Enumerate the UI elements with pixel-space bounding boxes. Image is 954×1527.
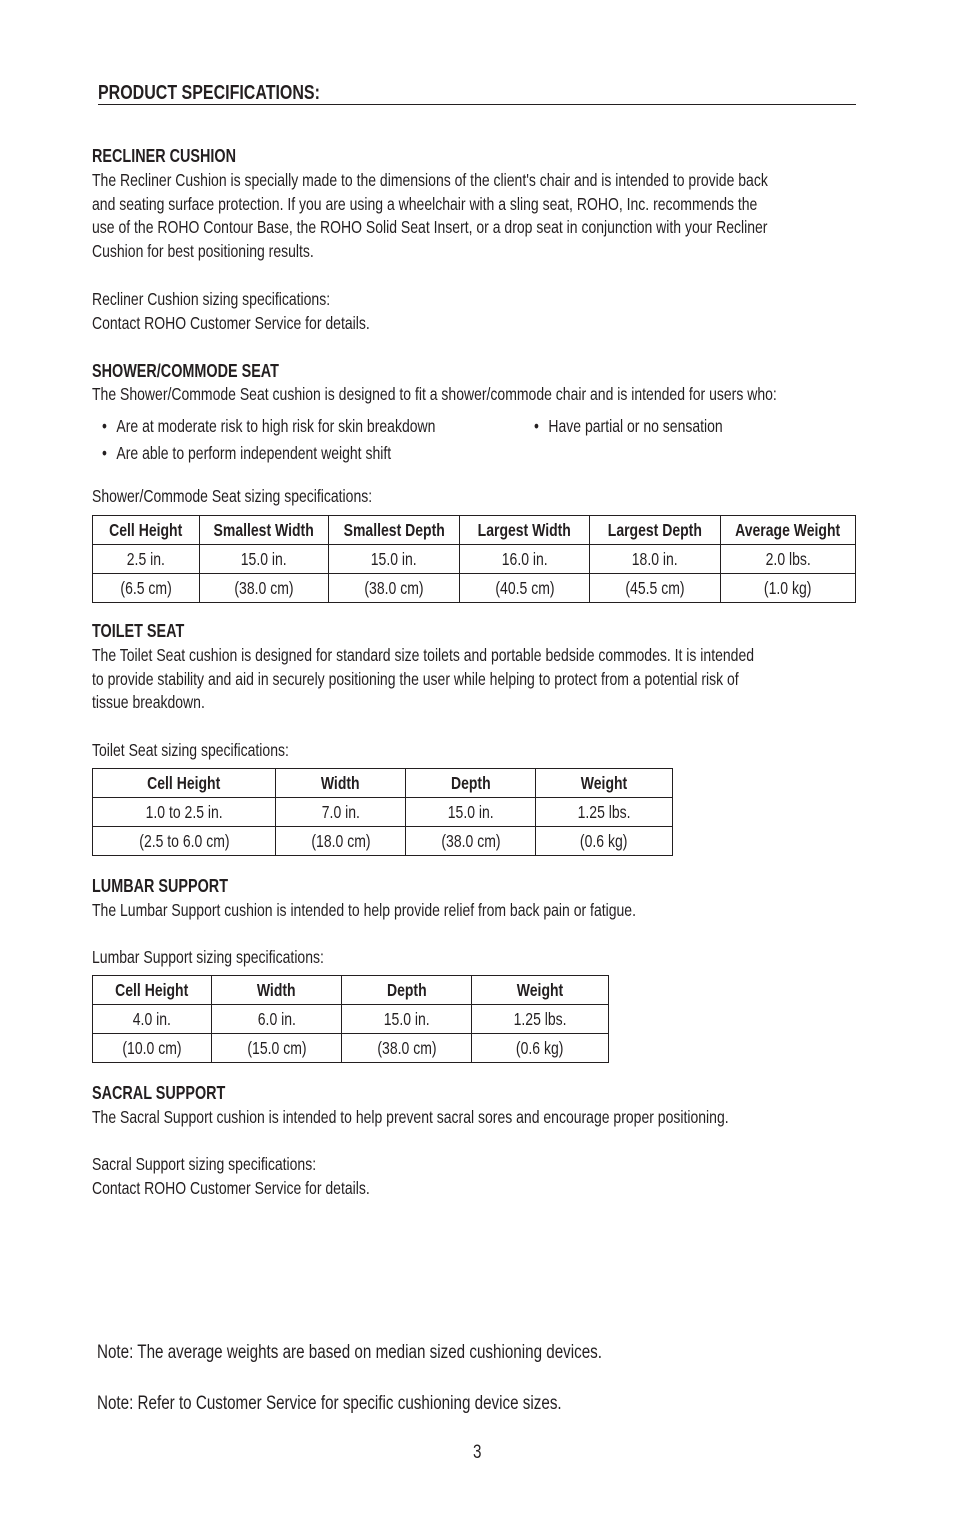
lumbar-sizing-table bbox=[92, 975, 609, 1063]
lumbar-heading: LUMBAR SUPPORT bbox=[92, 876, 228, 896]
table-row: (6.5 cm) (38.0 cm) (38.0 cm) (40.5 cm) (45.5 cm) (1.0 kg) bbox=[93, 574, 856, 603]
table-header-row: Cell Height Width Depth Weight bbox=[93, 769, 673, 798]
shower-sizing-table bbox=[92, 515, 856, 603]
sacral-heading: SACRAL SUPPORT bbox=[92, 1083, 226, 1103]
table-row: (2.5 to 6.0 cm) (18.0 cm) (38.0 cm) (0.6 kg) bbox=[93, 827, 673, 856]
toilet-sizing-table bbox=[92, 768, 673, 856]
shower-sizing-label: Shower/Commode Seat sizing specifications: bbox=[92, 486, 373, 506]
toilet-heading: TOILET SEAT bbox=[92, 621, 185, 641]
recliner-sizing-label: Recliner Cushion sizing specifications: bbox=[92, 289, 331, 309]
sacral-intro: The Sacral Support cushion is intended to help prevent sacral sores and encourage proper positioning. bbox=[92, 1107, 729, 1127]
page-title bbox=[98, 82, 856, 105]
table-row: 4.0 in. 6.0 in. 15.0 in. 1.25 lbs. bbox=[93, 1005, 609, 1034]
recliner-description: The Recliner Cushion is specially made to the dimensions of the client's chair and is intended to provide back and seating surface protection. If you are using a wheelchair with a sling seat, ROHO, Inc. recommends the use of the ROHO Contour Base, the ROHO Solid Seat Insert, or a drop seat in conjunction with your Recliner Cushion for best positioning results. bbox=[92, 170, 768, 262]
shower-bullet-2: • Have partial or no sensation bbox=[534, 416, 723, 436]
page-title-text: PRODUCT SPECIFICATIONS: bbox=[98, 82, 320, 104]
recliner-sizing-note: Contact ROHO Customer Service for details. bbox=[92, 313, 370, 333]
toilet-description: The Toilet Seat cushion is designed for standard size toilets and portable bedside commodes. It is intended to provide stability and aid in securely positioning the user while helping to protect from a potential risk of tissue breakdown. bbox=[92, 645, 755, 713]
shower-bullet-1: • Are at moderate risk to high risk for skin breakdown bbox=[102, 416, 436, 436]
sacral-sizing-note: Contact ROHO Customer Service for details. bbox=[92, 1178, 370, 1198]
table-row: 1.0 to 2.5 in. 7.0 in. 15.0 in. 1.25 lbs. bbox=[93, 798, 673, 827]
note-average-weights: Note: The average weights are based on median sized cushioning devices. bbox=[97, 1342, 603, 1363]
table-row: 2.5 in. 15.0 in. 15.0 in. 16.0 in. 18.0 in. 2.0 lbs. bbox=[93, 545, 856, 574]
page-number: 3 bbox=[473, 1442, 482, 1463]
table-row: (10.0 cm) (15.0 cm) (38.0 cm) (0.6 kg) bbox=[93, 1034, 609, 1063]
shower-bullet-3: • Are able to perform independent weight shift bbox=[102, 443, 392, 463]
note-customer-service: Note: Refer to Customer Service for specific cushioning device sizes. bbox=[97, 1393, 562, 1414]
table-header-row: Cell Height Smallest Width Smallest Depth Largest Width Largest Depth Average Weight bbox=[93, 516, 856, 545]
sacral-sizing-label: Sacral Support sizing specifications: bbox=[92, 1154, 317, 1174]
recliner-heading: RECLINER CUSHION bbox=[92, 146, 237, 166]
toilet-sizing-label: Toilet Seat sizing specifications: bbox=[92, 740, 289, 760]
lumbar-sizing-label: Lumbar Support sizing specifications: bbox=[92, 947, 324, 967]
table-header-row: Cell Height Width Depth Weight bbox=[93, 976, 609, 1005]
shower-heading: SHOWER/COMMODE SEAT bbox=[92, 361, 279, 381]
lumbar-intro: The Lumbar Support cushion is intended to help provide relief from back pain or fatigue. bbox=[92, 900, 636, 920]
shower-intro: The Shower/Commode Seat cushion is designed to fit a shower/commode chair and is intended for users who: bbox=[92, 384, 777, 404]
